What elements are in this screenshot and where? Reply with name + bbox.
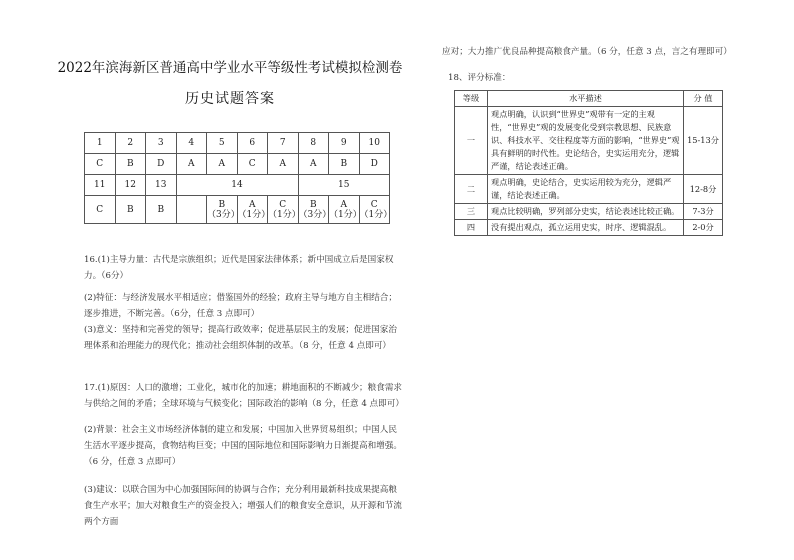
rubric-level: 三 xyxy=(455,204,488,220)
table-row xyxy=(455,204,723,220)
question-number: 8 xyxy=(298,133,329,154)
q18-heading: 18、评分标准： xyxy=(448,73,511,83)
sub-answer: B xyxy=(309,199,317,210)
answer-cell: D xyxy=(146,154,177,175)
sub-answer: B xyxy=(218,199,226,210)
rubric-desc: 没有提出观点，孤立运用史实，时序、逻辑混乱。 xyxy=(488,220,684,236)
answer-cell: A xyxy=(268,154,299,175)
question-number: 5 xyxy=(207,133,238,154)
answer-cell: A xyxy=(176,154,207,175)
answer-cell: A xyxy=(207,154,238,175)
q16-part1: 16.(1)主导力量：古代是宗族组织；近代是国家法律体系；新中国成立后是国家权力。（6分） xyxy=(84,255,394,281)
q17-part2: (2)背景：社会主义市场经济体制的建立和发展；中国加入世界贸易组织；中国人民生活水平逐步提高，食物结构巨变；中国的国际地位和国际影响力日渐提高和增强。（6 分，任意 3 点即可） xyxy=(84,425,402,467)
answer-cell: A xyxy=(298,154,329,175)
table-row xyxy=(455,175,723,204)
q17-part3-continued: 应对；大力推广优良品种提高粮食产量。（6 分，任意 3 点，言之有理即可） xyxy=(442,47,732,57)
question-number: 1 xyxy=(85,133,116,154)
answer-cell: D xyxy=(359,154,390,175)
table-row xyxy=(455,220,723,236)
sub-answer-cell xyxy=(329,196,360,224)
sub-answer-cell xyxy=(298,196,332,224)
q17-part3: (3)建议：以联合国为中心加强国际间的协调与合作；充分利用最新科技成果提高粮食生产水平；加大对粮食生产的资金投入；增强人们的粮食安全意识，从开源和节流两个方面 xyxy=(84,485,402,527)
answer-cell: B xyxy=(115,196,146,224)
sub-points: （3分） xyxy=(207,209,240,220)
exam-subtitle: 历史试题答案 xyxy=(185,91,275,107)
question-number-15: 15 xyxy=(298,175,390,196)
table-row xyxy=(85,133,390,154)
table-row xyxy=(85,196,390,224)
rubric-score: 7-3分 xyxy=(684,204,723,220)
rubric-score: 2-0分 xyxy=(684,220,723,236)
question-number: 9 xyxy=(329,133,360,154)
question-number: 13 xyxy=(146,175,177,196)
rubric-table xyxy=(454,90,723,236)
rubric-level: 二 xyxy=(455,175,488,204)
answer-cell: B xyxy=(146,196,177,224)
rubric-header-score: 分 值 xyxy=(684,91,723,107)
rubric-header-level: 等级 xyxy=(455,91,488,107)
q17-part1: 17.(1)原因：人口的激增；工业化，城市化的加速；耕地面积的不断减少；粮食需求与供给之间的矛盾；全球环境与气候变化；国际政治的影响（8 分，任意 4 点即可） xyxy=(84,383,404,409)
sub-answer: C xyxy=(279,199,287,210)
table-row xyxy=(455,91,723,107)
rubric-level: 一 xyxy=(455,107,488,175)
q16-part2: (2)特征：与经济发展水平相适应；借鉴国外的经验；政府主导与地方自主相结合；逐步推进，不断完善。（6分，任意 3 点即可） xyxy=(84,293,397,319)
sub-answer-cell xyxy=(268,196,299,224)
question-number-14: 14 xyxy=(176,175,298,196)
answer-cell: B xyxy=(115,154,146,175)
rubric-header-desc: 水平描述 xyxy=(488,91,684,107)
question-number: 7 xyxy=(268,133,299,154)
rubric-desc: 观点明确，史论结合，史实运用较为充分，逻辑严谨，结论表述正确。 xyxy=(488,175,684,204)
sub-answer: C xyxy=(370,199,378,210)
question-number: 10 xyxy=(359,133,390,154)
sub-answer-cell xyxy=(207,196,238,224)
question-number: 12 xyxy=(115,175,146,196)
rubric-score: 12-8分 xyxy=(684,175,723,204)
sub-points: （1分） xyxy=(329,209,362,220)
rubric-level: 四 xyxy=(455,220,488,236)
answer-cell: C xyxy=(85,196,116,224)
table-row xyxy=(455,107,723,175)
answer-table xyxy=(84,132,393,224)
sub-points: （3分） xyxy=(298,209,332,220)
answer-cell: C xyxy=(237,154,268,175)
sub-points: （1分） xyxy=(359,209,393,220)
sub-answer: A xyxy=(249,199,256,210)
empty-cell xyxy=(176,196,207,224)
sub-answer-cell xyxy=(359,196,393,224)
answer-cell: B xyxy=(329,154,360,175)
sub-answer-cell xyxy=(237,196,271,224)
rubric-desc: 观点比较明确，罗列部分史实，结论表述比较正确。 xyxy=(488,204,684,220)
answer-cell: C xyxy=(85,154,116,175)
question-number: 3 xyxy=(146,133,177,154)
rubric-score: 15-13分 xyxy=(684,107,723,175)
question-number: 2 xyxy=(115,133,146,154)
table-row xyxy=(85,154,390,175)
question-number: 4 xyxy=(176,133,207,154)
table-row xyxy=(85,175,390,196)
question-number: 6 xyxy=(237,133,268,154)
sub-points: （1分） xyxy=(268,209,301,220)
q16-part3: (3)意义：坚持和完善党的领导；提高行政效率；促进基层民主的发展；促进国家治理体系和治理能力的现代化；推动社会组织体制的改革。（8 分，任意 4 点即可） xyxy=(84,325,397,351)
question-number: 11 xyxy=(85,175,116,196)
sub-points: （1分） xyxy=(237,209,271,220)
rubric-desc: 观点明确，认识到“世界史”观带有一定的主观性，“世界史”观的发展变化受到宗教思想、民族意识、科技水平、交往程度等方面的影响，“世界史”观具有鲜明的时代性。史论结合，史实运用充分，逻辑严谨，结论表述正确。 xyxy=(488,107,684,175)
exam-title: 2022年滨海新区普通高中学业水平等级性考试模拟检测卷 xyxy=(57,60,403,76)
sub-answer: A xyxy=(340,199,347,210)
